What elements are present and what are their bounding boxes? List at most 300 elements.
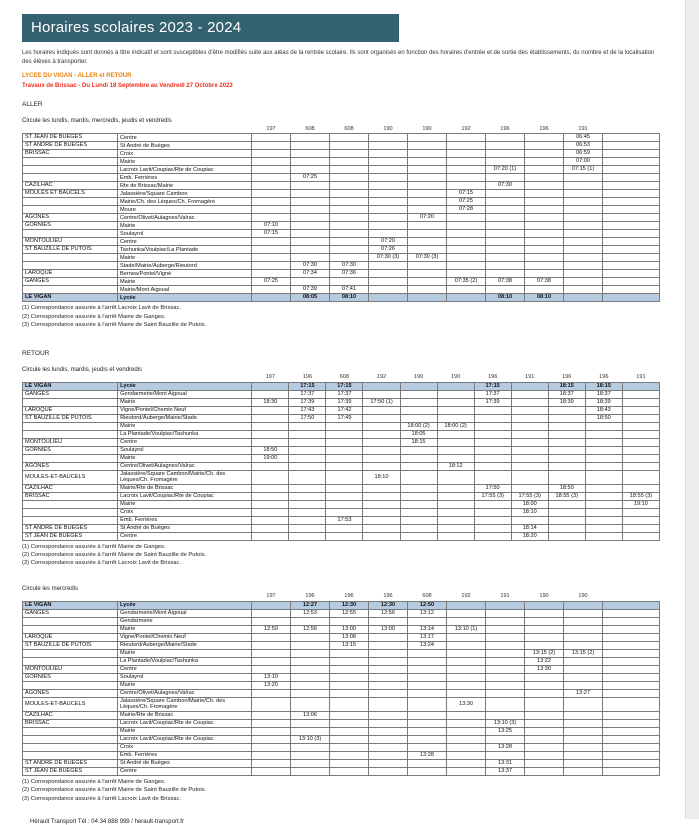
- timetable-row: [23, 158, 660, 166]
- time-cell: [400, 516, 437, 524]
- route-number-header: 608: [344, 125, 354, 132]
- filler-cell: [603, 657, 660, 665]
- time-cell: [369, 633, 408, 641]
- commune-cell: [23, 262, 118, 270]
- time-cell: [564, 294, 603, 302]
- filler-cell: [603, 665, 660, 673]
- time-cell: 07:25: [447, 198, 486, 206]
- time-cell: [363, 508, 400, 516]
- stop-cell: Centre: [118, 238, 252, 246]
- time-cell: [252, 382, 289, 390]
- time-cell: [548, 532, 585, 540]
- time-cell: 08:10: [330, 294, 369, 302]
- commune-cell: CAZILHAC: [23, 182, 118, 190]
- time-cell: [447, 617, 486, 625]
- time-cell: [564, 609, 603, 617]
- time-cell: [252, 182, 291, 190]
- time-cell: 12:30: [330, 601, 369, 609]
- time-cell: 18:00 (2): [400, 422, 437, 430]
- time-cell: [400, 398, 437, 406]
- time-cell: 13:08: [330, 633, 369, 641]
- time-cell: [585, 508, 622, 516]
- time-cell: [363, 446, 400, 454]
- time-cell: [291, 278, 330, 286]
- stop-cell: Bernea/Pontel/Vigné: [118, 270, 252, 278]
- time-cell: [564, 206, 603, 214]
- timetable-row: [23, 190, 660, 198]
- route-number-header: 608: [339, 374, 350, 381]
- filler-cell: [603, 174, 660, 182]
- time-cell: 17:50 (1): [363, 398, 400, 406]
- time-cell: 08:10: [525, 294, 564, 302]
- timetable-row: [23, 508, 660, 516]
- time-cell: [363, 382, 400, 390]
- time-cell: [289, 516, 326, 524]
- time-cell: [585, 524, 622, 532]
- time-cell: [525, 230, 564, 238]
- timetable-row: [23, 430, 660, 438]
- time-cell: [447, 222, 486, 230]
- route-number-header: 197: [266, 593, 276, 600]
- timetable-row: [23, 673, 660, 681]
- time-cell: 07:41: [330, 286, 369, 294]
- stop-cell: Mairie: [118, 625, 252, 633]
- time-cell: [511, 398, 548, 406]
- time-cell: 13:25: [486, 727, 525, 735]
- time-cell: [447, 673, 486, 681]
- commune-cell: [23, 735, 118, 743]
- route-number-header: 196: [302, 374, 313, 381]
- time-cell: [326, 422, 363, 430]
- time-cell: [525, 751, 564, 759]
- stop-cell: Emb. Ferrières: [118, 751, 252, 759]
- time-cell: [326, 508, 363, 516]
- time-cell: [437, 492, 474, 500]
- stop-cell: Mairie: [118, 278, 252, 286]
- time-cell: [486, 641, 525, 649]
- time-cell: [252, 641, 291, 649]
- time-cell: 13:10 (3): [486, 719, 525, 727]
- time-cell: [622, 390, 659, 398]
- time-cell: [408, 270, 447, 278]
- time-cell: 06:59: [564, 150, 603, 158]
- time-cell: 18:50: [252, 446, 289, 454]
- time-cell: 13:15 (2): [525, 649, 564, 657]
- time-cell: 07:20 (1): [486, 166, 525, 174]
- time-cell: 17:39: [474, 398, 511, 406]
- time-cell: [511, 438, 548, 446]
- time-cell: [291, 727, 330, 735]
- time-cell: [447, 641, 486, 649]
- time-cell: [525, 214, 564, 222]
- time-cell: 13:30: [525, 665, 564, 673]
- timetable-row: [23, 222, 660, 230]
- time-cell: [408, 198, 447, 206]
- time-cell: [447, 182, 486, 190]
- time-cell: [447, 270, 486, 278]
- time-cell: [252, 500, 289, 508]
- time-cell: [369, 759, 408, 767]
- time-cell: [408, 743, 447, 751]
- time-cell: [369, 230, 408, 238]
- time-cell: [252, 649, 291, 657]
- stop-cell: Moure: [118, 206, 252, 214]
- time-cell: [252, 166, 291, 174]
- commune-cell: ST ANDRE DE BUEGES: [23, 142, 118, 150]
- time-cell: [330, 751, 369, 759]
- time-cell: [289, 470, 326, 484]
- time-cell: [564, 262, 603, 270]
- time-cell: 13:27: [564, 689, 603, 697]
- time-cell: [408, 158, 447, 166]
- commune-cell: [23, 681, 118, 689]
- time-cell: [564, 278, 603, 286]
- time-cell: [408, 150, 447, 158]
- time-cell: [486, 246, 525, 254]
- time-cell: [369, 222, 408, 230]
- time-cell: 17:53: [326, 516, 363, 524]
- time-cell: [525, 601, 564, 609]
- time-cell: [330, 673, 369, 681]
- time-cell: [447, 601, 486, 609]
- time-cell: [291, 657, 330, 665]
- time-cell: [408, 759, 447, 767]
- time-cell: 17:37: [289, 390, 326, 398]
- stop-cell: Lacroix Lavit/Coupiac/Rte de Coupiac: [118, 735, 252, 743]
- stop-cell: Soulayrol: [118, 446, 252, 454]
- time-cell: [474, 462, 511, 470]
- timetable-row: [23, 516, 660, 524]
- route-number-header: 608: [305, 125, 315, 132]
- stop-cell: Mairie: [118, 454, 252, 462]
- time-cell: [289, 492, 326, 500]
- time-cell: [369, 657, 408, 665]
- time-cell: [291, 665, 330, 673]
- footnote: (2) Correspondance assurée à l'arrêt Mairie de Saint Bauzille de Putois.: [22, 551, 207, 558]
- stop-cell: Soulayrol: [118, 673, 252, 681]
- time-cell: [585, 446, 622, 454]
- time-cell: 12:50: [252, 625, 291, 633]
- time-cell: [437, 414, 474, 422]
- commune-cell: LE VIGAN: [23, 382, 118, 390]
- time-cell: [564, 767, 603, 775]
- time-cell: 12:55: [330, 609, 369, 617]
- time-cell: [408, 649, 447, 657]
- filler-cell: [603, 681, 660, 689]
- time-cell: [369, 158, 408, 166]
- route-number-header: 192: [461, 125, 471, 132]
- time-cell: [564, 182, 603, 190]
- route-number-header: 196: [500, 125, 510, 132]
- filler-cell: [603, 719, 660, 727]
- commune-cell: BRISSAC: [23, 150, 118, 158]
- stop-cell: Soulayrol: [118, 230, 252, 238]
- time-cell: [363, 524, 400, 532]
- commune-cell: [23, 286, 118, 294]
- time-cell: [408, 166, 447, 174]
- timetable-row: [23, 719, 660, 727]
- timetable-row: [23, 150, 660, 158]
- time-cell: [408, 657, 447, 665]
- filler-cell: [603, 270, 660, 278]
- time-cell: [252, 767, 291, 775]
- time-cell: [447, 689, 486, 697]
- time-cell: [369, 142, 408, 150]
- time-cell: [447, 214, 486, 222]
- time-cell: [564, 641, 603, 649]
- time-cell: [330, 206, 369, 214]
- filler-cell: [603, 214, 660, 222]
- time-cell: 17:15: [474, 382, 511, 390]
- route-number-header: 196: [599, 374, 609, 381]
- commune-cell: ST ANDRE DE BUEGES: [23, 524, 118, 532]
- time-cell: 07:30: [486, 182, 525, 190]
- commune-cell: AGONES: [23, 214, 118, 222]
- filler-cell: [603, 198, 660, 206]
- time-cell: [474, 406, 511, 414]
- time-cell: [289, 532, 326, 540]
- time-cell: 17:37: [474, 390, 511, 398]
- time-cell: [330, 681, 369, 689]
- timetable-row: [23, 142, 660, 150]
- time-cell: [408, 134, 447, 142]
- time-cell: [369, 270, 408, 278]
- time-cell: [408, 697, 447, 711]
- time-cell: 13:10 (3): [291, 735, 330, 743]
- time-cell: [447, 665, 486, 673]
- time-cell: [400, 500, 437, 508]
- route-number-header: 197: [265, 374, 276, 381]
- time-cell: 07:38: [525, 278, 564, 286]
- time-cell: [369, 681, 408, 689]
- stop-cell: Mairie: [118, 681, 252, 689]
- commune-cell: MOULES-ET-BAUCELS: [23, 470, 118, 484]
- time-cell: [330, 150, 369, 158]
- timetable-row: [23, 751, 660, 759]
- time-cell: 18:10: [511, 508, 548, 516]
- commune-cell: [23, 649, 118, 657]
- time-cell: [252, 190, 291, 198]
- timetable-mercredis: [22, 593, 660, 776]
- time-cell: [564, 246, 603, 254]
- time-cell: [525, 190, 564, 198]
- time-cell: 18:55 (3): [622, 492, 659, 500]
- time-cell: [447, 649, 486, 657]
- time-cell: 19:10: [622, 500, 659, 508]
- commune-cell: BRISSAC: [23, 492, 118, 500]
- stop-cell: La Plantade/Voulpiac/Tashunka: [118, 430, 252, 438]
- time-cell: [289, 446, 326, 454]
- time-cell: [369, 150, 408, 158]
- footnote: (3) Correspondance assurée à l'arrêt Lacroix Lavit de Brissac.: [22, 795, 181, 802]
- time-cell: 13:06: [291, 711, 330, 719]
- time-cell: [486, 174, 525, 182]
- time-cell: [330, 767, 369, 775]
- commune-cell: [23, 743, 118, 751]
- route-number-header: 192: [376, 374, 387, 381]
- time-cell: [548, 462, 585, 470]
- time-cell: [525, 735, 564, 743]
- time-cell: 13:30: [447, 697, 486, 711]
- time-cell: [252, 438, 289, 446]
- time-cell: [252, 238, 291, 246]
- timetable-row: [23, 214, 660, 222]
- time-cell: [252, 254, 291, 262]
- commune-cell: BRISSAC: [23, 719, 118, 727]
- time-cell: [330, 617, 369, 625]
- filler-cell: [603, 166, 660, 174]
- time-cell: [474, 516, 511, 524]
- time-cell: [564, 254, 603, 262]
- time-cell: [511, 484, 548, 492]
- time-cell: [622, 508, 659, 516]
- time-cell: [330, 134, 369, 142]
- commune-cell: LE VIGAN: [23, 294, 118, 302]
- time-cell: [289, 422, 326, 430]
- stop-cell: Lacroix Lavit/Coupiac/Rte de Coupiac: [118, 492, 252, 500]
- commune-cell: MOULES ET BAUCELS: [23, 190, 118, 198]
- filler-cell: [603, 222, 660, 230]
- time-cell: [326, 500, 363, 508]
- filler-cell: [603, 190, 660, 198]
- time-cell: [486, 254, 525, 262]
- time-cell: [525, 743, 564, 751]
- timetable-row: [23, 230, 660, 238]
- footer-contact: Hérault Transport Tél : 04 34 888 999 / herault-transport.fr: [30, 818, 184, 825]
- viewer-gutter: [685, 0, 699, 819]
- time-cell: [564, 174, 603, 182]
- time-cell: [369, 767, 408, 775]
- commune-cell: MONTOULIEU: [23, 438, 118, 446]
- time-cell: [330, 727, 369, 735]
- time-cell: 13:28: [486, 743, 525, 751]
- time-cell: [548, 524, 585, 532]
- filler-cell: [603, 278, 660, 286]
- time-cell: 07:20: [408, 214, 447, 222]
- time-cell: [408, 182, 447, 190]
- time-cell: [252, 430, 289, 438]
- time-cell: 13:24: [408, 641, 447, 649]
- time-cell: [369, 641, 408, 649]
- time-cell: [525, 262, 564, 270]
- commune-cell: [23, 727, 118, 735]
- time-cell: 17:55 (3): [474, 492, 511, 500]
- time-cell: 18:00: [511, 500, 548, 508]
- time-cell: [326, 492, 363, 500]
- timetable-row: [23, 270, 660, 278]
- time-cell: [622, 382, 659, 390]
- time-cell: 18:20: [511, 532, 548, 540]
- time-cell: 18:37: [548, 390, 585, 398]
- time-cell: [525, 166, 564, 174]
- timetable-row: [23, 743, 660, 751]
- commune-cell: AGONES: [23, 462, 118, 470]
- footnotes-retour: [22, 543, 662, 568]
- time-cell: [437, 484, 474, 492]
- filler-cell: [603, 609, 660, 617]
- timetable-row: [23, 641, 660, 649]
- stop-cell: Mairie: [118, 649, 252, 657]
- time-cell: [252, 414, 289, 422]
- time-cell: [252, 711, 291, 719]
- time-cell: 12:56: [291, 625, 330, 633]
- time-cell: [369, 697, 408, 711]
- stop-cell: Lycée: [118, 382, 252, 390]
- time-cell: [585, 430, 622, 438]
- time-cell: [525, 222, 564, 230]
- stop-cell: Mairie: [118, 222, 252, 230]
- time-cell: [437, 438, 474, 446]
- stop-cell: Mairie: [118, 254, 252, 262]
- time-cell: [585, 422, 622, 430]
- filler-cell: [603, 246, 660, 254]
- timetable-row: [23, 735, 660, 743]
- timetable-row: [23, 524, 660, 532]
- commune-cell: GORNIES: [23, 446, 118, 454]
- time-cell: [447, 681, 486, 689]
- route-header-spacer: [603, 593, 660, 602]
- time-cell: [330, 719, 369, 727]
- time-cell: [326, 484, 363, 492]
- route-header-spacer: [603, 125, 660, 134]
- commune-cell: GORNIES: [23, 222, 118, 230]
- time-cell: [486, 633, 525, 641]
- time-cell: [291, 238, 330, 246]
- time-cell: [437, 406, 474, 414]
- time-cell: 13:28: [408, 751, 447, 759]
- filler-cell: [603, 767, 660, 775]
- time-cell: [291, 142, 330, 150]
- time-cell: [564, 270, 603, 278]
- time-cell: [511, 470, 548, 484]
- service-note-aller: Circule les lundis, mardis, mercredis, jeudis et vendredis: [22, 118, 172, 125]
- time-cell: [252, 617, 291, 625]
- timetable-row: [23, 254, 660, 262]
- footnote: (1) Correspondance assurée à l'arrêt Mairie de Ganges.: [22, 778, 166, 785]
- timetable-row: [23, 609, 660, 617]
- filler-cell: [603, 254, 660, 262]
- time-cell: [622, 462, 659, 470]
- time-cell: [400, 470, 437, 484]
- time-cell: [486, 609, 525, 617]
- commune-cell: [23, 206, 118, 214]
- time-cell: [585, 462, 622, 470]
- time-cell: [525, 641, 564, 649]
- time-cell: [408, 222, 447, 230]
- time-cell: [486, 158, 525, 166]
- time-cell: [363, 438, 400, 446]
- time-cell: 07:10: [252, 222, 291, 230]
- time-cell: [330, 174, 369, 182]
- time-cell: [252, 206, 291, 214]
- timetable-row: [23, 665, 660, 673]
- time-cell: [408, 719, 447, 727]
- time-cell: [330, 697, 369, 711]
- time-cell: [548, 406, 585, 414]
- time-cell: [252, 697, 291, 711]
- time-cell: [564, 657, 603, 665]
- commune-cell: [23, 398, 118, 406]
- timetable-row: [23, 649, 660, 657]
- time-cell: [525, 759, 564, 767]
- section-label-aller: ALLER: [22, 101, 43, 109]
- stop-cell: Vigne/Pontel/Chemin Neuf: [118, 406, 252, 414]
- time-cell: [486, 238, 525, 246]
- time-cell: [330, 689, 369, 697]
- filler-cell: [603, 759, 660, 767]
- timetable-row: [23, 689, 660, 697]
- time-cell: [486, 681, 525, 689]
